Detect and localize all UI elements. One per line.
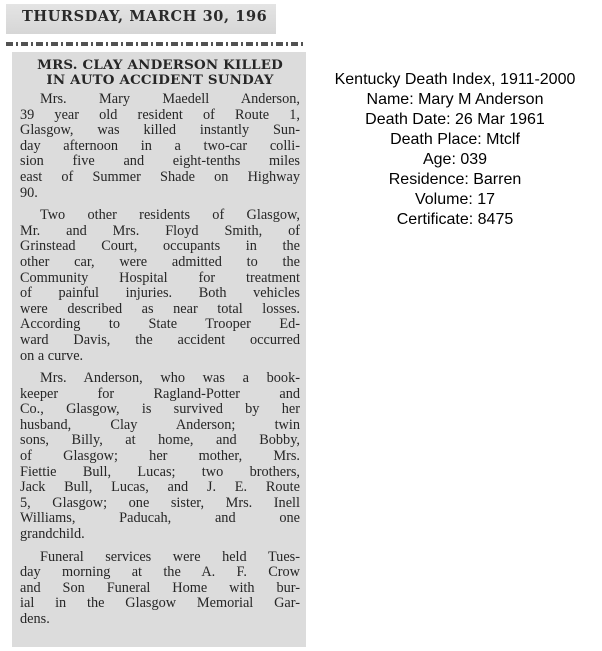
- article-line: dens.: [20, 612, 50, 627]
- article-line: husband, Clay Anderson; twin: [20, 417, 300, 433]
- article-line: Fiettie Bull, Lucas; two brothers,: [20, 464, 300, 480]
- paragraph-gap: [20, 364, 300, 371]
- index-volume: Volume: 17: [414, 191, 496, 208]
- article-line: sion five and eight-tenths miles: [20, 154, 300, 170]
- article-line: ial in the Glasgow Memorial Gar-: [20, 596, 300, 612]
- index-age: Age: 039: [422, 151, 488, 168]
- article-line: ward Davis, the accident occurred: [20, 332, 300, 348]
- article-line: Mrs. Anderson, who was a book-: [40, 371, 300, 387]
- article-line: According to State Trooper Ed-: [20, 317, 300, 333]
- index-name: Name: Mary M Anderson: [366, 91, 544, 108]
- article-line: sons, Billy, at home, and Bobby,: [20, 433, 300, 449]
- article-paragraph: [20, 550, 300, 628]
- article-line: other car, were admitted to the: [20, 254, 300, 270]
- article-line: Two other residents of Glasgow,: [40, 208, 300, 224]
- index-title: Kentucky Death Index, 1911-2000: [334, 71, 576, 88]
- article-paragraph: [20, 208, 300, 364]
- article-line: of Glasgow; her mother, Mrs.: [20, 449, 300, 465]
- article-line: east of Summer Shade on Highway: [20, 169, 300, 185]
- article-line: Funeral services were held Tues-: [40, 549, 300, 565]
- headline-line-1: MRS. CLAY ANDERSON KILLED: [37, 57, 283, 73]
- article-line: day morning at the A. F. Crow: [20, 565, 300, 581]
- death-index-record: [312, 70, 598, 230]
- article-line: keeper for Ragland-Potter and: [20, 386, 300, 402]
- paragraph-gap: [20, 201, 300, 208]
- article-line: 39 year old resident of Route 1,: [20, 107, 300, 123]
- article-paragraph: [20, 371, 300, 543]
- index-death-place: Death Place: Mtclf: [390, 131, 520, 148]
- dashed-rule: [6, 42, 306, 46]
- headline: [20, 58, 300, 88]
- article-line: Co., Glasgow, is survived by her: [20, 402, 300, 418]
- index-residence: Residence: Barren: [388, 171, 522, 188]
- article-line: 90.: [20, 185, 38, 201]
- index-certificate: Certificate: 8475: [396, 211, 514, 228]
- article-line: grandchild.: [20, 527, 85, 543]
- article-line: of painful injuries. Both vehicles: [20, 286, 300, 302]
- article-line: were described as near total losses.: [20, 301, 300, 317]
- article-line: on a curve.: [20, 348, 84, 364]
- article-line: day afternoon in a two-car colli-: [20, 138, 300, 154]
- article-line: Glasgow, was killed instantly Sun-: [20, 123, 300, 139]
- article-line: and Son Funeral Home with bur-: [20, 580, 300, 596]
- article-line: Grinstead Court, occupants in the: [20, 239, 300, 255]
- index-death-date: Death Date: 26 Mar 1961: [365, 111, 545, 128]
- newspaper-dateline: THURSDAY, MARCH 30, 196: [6, 4, 276, 34]
- article-body: [20, 92, 300, 628]
- article-paragraph: [20, 92, 300, 201]
- article-line: Jack Bull, Lucas, and J. E. Route: [20, 480, 300, 496]
- article-line: Mrs. Mary Maedell Anderson,: [40, 92, 300, 107]
- article-line: 5, Glasgow; one sister, Mrs. Inell: [20, 495, 300, 511]
- article-line: Williams, Paducah, and one: [20, 511, 300, 527]
- headline-line-2: IN AUTO ACCIDENT SUNDAY: [46, 72, 274, 88]
- paragraph-gap: [20, 543, 300, 550]
- article-line: Mr. and Mrs. Floyd Smith, of: [20, 223, 300, 239]
- article-line: Community Hospital for treatment: [20, 270, 300, 286]
- obituary-clipping: [12, 52, 306, 647]
